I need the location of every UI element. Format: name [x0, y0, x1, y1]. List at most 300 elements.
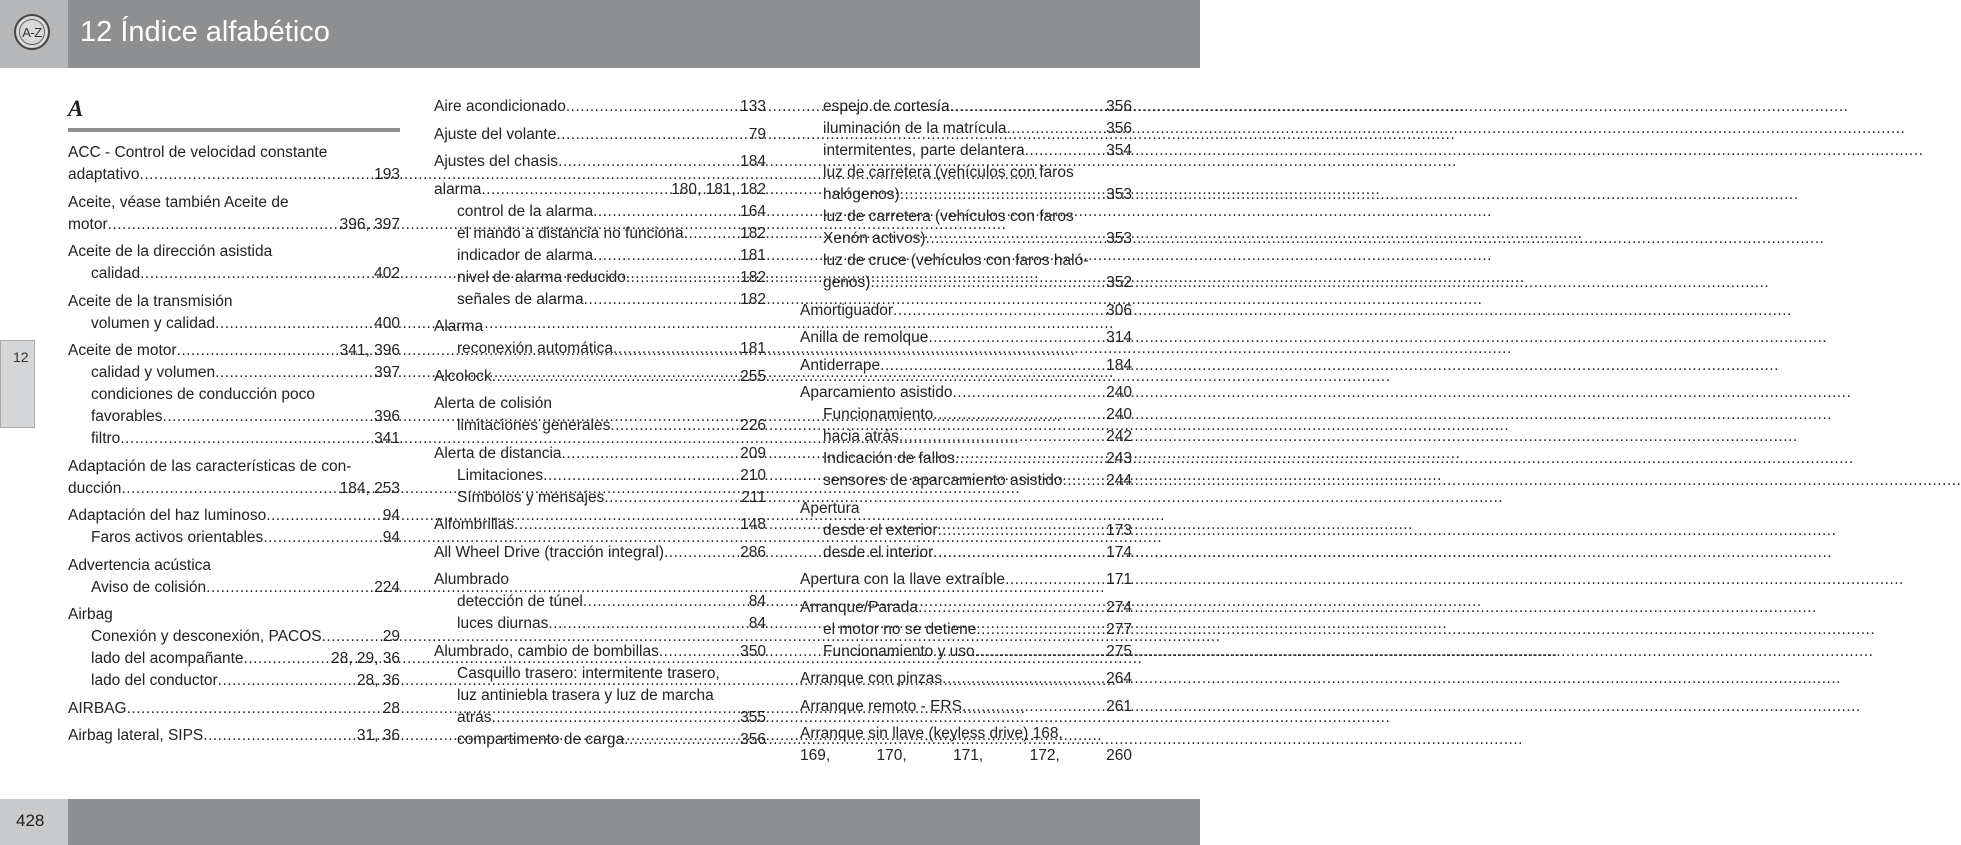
dot-leader — [624, 729, 734, 751]
dot-leader — [215, 313, 368, 335]
index-entry — [68, 241, 400, 285]
dot-leader — [962, 696, 1100, 718]
index-line — [434, 151, 766, 173]
page-ref: 29 — [382, 628, 400, 645]
page-ref: 341, 396 — [339, 342, 400, 359]
entry-term: Funcionamiento — [823, 406, 934, 423]
index-subentry — [434, 415, 766, 437]
dot-leader — [933, 542, 1100, 564]
index-entry — [434, 96, 766, 118]
dot-leader — [206, 577, 368, 599]
index-subentry — [434, 289, 766, 311]
index-entry — [68, 340, 400, 450]
index-entry — [68, 192, 400, 236]
page-ref: 226 — [740, 417, 766, 434]
dot-leader — [593, 201, 734, 223]
page-ref: 181 — [740, 246, 766, 264]
index-line — [68, 192, 400, 214]
entry-term: Apertura — [800, 499, 860, 517]
index-line — [68, 456, 400, 478]
dot-leader — [203, 725, 351, 747]
index-entry — [68, 725, 400, 747]
page-ref: 264 — [1106, 670, 1132, 687]
index-line — [434, 96, 766, 118]
dot-leader — [953, 382, 1101, 404]
index-entry — [800, 668, 1132, 690]
entry-term: el mando a distancia no funciona — [457, 224, 684, 242]
dot-leader — [127, 698, 377, 720]
index-line — [434, 542, 766, 564]
page-ref: 170, — [876, 747, 907, 764]
index-entry — [434, 151, 766, 173]
index-entry — [434, 542, 766, 564]
index-line — [800, 327, 1132, 349]
index-entry — [68, 456, 400, 500]
index-subentry — [68, 362, 400, 384]
page-title: 12 Índice alfabético — [80, 16, 330, 48]
entry-term: Amortiguador — [800, 301, 894, 319]
entry-term: reconexión automática — [457, 340, 613, 357]
entry-term: Alfombrillas — [434, 516, 515, 533]
page-ref: 182 — [740, 290, 766, 308]
page-ref: 173 — [1106, 521, 1132, 539]
page-ref: 356 — [740, 730, 766, 748]
page-ref: 94 — [382, 529, 400, 546]
page-ref: 255 — [740, 367, 766, 385]
entry-term: AIRBAG — [68, 699, 127, 717]
entry-term: Xenón activos) — [823, 230, 926, 247]
entry-term: Símbolos y mensajes — [457, 488, 605, 506]
entry-term: Ajustes del chasis — [434, 153, 559, 170]
dot-leader — [684, 223, 734, 245]
index-entry — [68, 142, 400, 186]
index-subentry — [800, 118, 1132, 140]
page-ref: 148 — [740, 516, 766, 533]
index-entry — [434, 514, 766, 536]
dot-leader — [244, 648, 326, 670]
entry-term: alarma — [434, 180, 482, 198]
page-ref: 341 — [374, 430, 400, 447]
entry-term: Arranque/Parada — [800, 598, 919, 616]
entry-term: el motor no se detiene — [823, 620, 977, 638]
index-line — [68, 142, 400, 164]
dot-leader — [593, 245, 734, 267]
entry-term: Limitaciones — [457, 466, 544, 484]
index-column-3 — [800, 96, 1132, 773]
index-entry — [800, 597, 1132, 663]
index-subentry — [434, 663, 766, 685]
entry-term: Adaptación del haz luminoso — [68, 507, 267, 524]
page-ref: 243 — [1106, 450, 1132, 467]
entry-term: Apertura con la llave extraíble — [800, 571, 1006, 588]
index-entry — [800, 96, 1132, 294]
page-ref: 354 — [1106, 142, 1132, 159]
entry-term: Funcionamiento y uso — [823, 642, 975, 660]
entry-term: calidad — [91, 265, 141, 282]
entry-term: All Wheel Drive (tracción integral) — [434, 543, 664, 561]
page-footer — [0, 799, 1200, 845]
index-line — [434, 316, 766, 338]
index-line — [800, 668, 1132, 690]
page-ref: 184 — [740, 153, 766, 170]
entry-term: volumen y calidad — [91, 314, 216, 332]
dot-leader — [108, 214, 334, 236]
index-subentry — [434, 338, 766, 360]
dot-leader — [1007, 118, 1101, 140]
page-ref: 181 — [740, 340, 766, 357]
entry-term: Alcolock — [434, 367, 492, 385]
entry-term: Aceite de motor — [68, 342, 177, 359]
index-subentry — [800, 426, 1132, 448]
dot-leader — [870, 272, 1100, 294]
entry-term: calidad y volumen — [91, 364, 216, 381]
dot-leader — [163, 406, 369, 428]
page-ref: 84 — [748, 615, 766, 632]
index-subentry — [68, 313, 400, 335]
entry-term: Airbag — [68, 606, 113, 623]
dot-leader — [942, 668, 1100, 690]
index-entry — [800, 300, 1132, 322]
index-subentry — [68, 626, 400, 648]
entry-term: Advertencia acústica — [68, 556, 212, 574]
page-ref: 240 — [1106, 384, 1132, 401]
dot-leader — [926, 228, 1101, 250]
entry-term: genos) — [823, 274, 871, 291]
index-subentry — [68, 527, 400, 549]
page-ref: 169, — [800, 747, 831, 764]
index-entry — [68, 698, 400, 720]
page-ref: 355 — [740, 708, 766, 726]
entry-term: lado del acompañante — [91, 650, 244, 667]
index-subentry — [800, 140, 1132, 162]
dot-leader — [177, 340, 334, 362]
dot-leader — [218, 670, 351, 692]
entry-term: Alerta de distancia — [434, 444, 562, 462]
dot-leader — [556, 124, 742, 146]
entry-term: Indicación de fallos — [823, 450, 955, 467]
index-entry — [68, 291, 400, 335]
page-ref: 172, — [1029, 747, 1060, 764]
dot-leader — [120, 428, 368, 450]
index-entry — [68, 555, 400, 599]
entry-term: nivel de alarma reducido — [457, 268, 626, 286]
index-subentry — [68, 648, 400, 670]
entry-term: espejo de cortesía — [823, 98, 950, 115]
index-line — [800, 355, 1132, 377]
entry-term: Arranque remoto - ERS — [800, 697, 962, 715]
entry-term: luz antiniebla trasera y luz de marcha — [457, 686, 714, 704]
entry-term: Alumbrado — [434, 571, 509, 588]
page-ref: 350 — [740, 642, 766, 660]
index-entry — [800, 569, 1132, 591]
page-ref: 211 — [741, 488, 766, 506]
entry-term: Antiderrape — [800, 356, 881, 374]
dot-leader — [950, 96, 1100, 118]
index-line — [800, 382, 1132, 404]
index-line — [68, 241, 400, 263]
index-line — [800, 723, 1132, 745]
page-ref: 244 — [1106, 472, 1132, 489]
header-badge-area — [0, 0, 68, 68]
entry-term: adaptativo — [68, 166, 140, 183]
index-subentry — [800, 96, 1132, 118]
section-letter: A — [68, 96, 84, 121]
index-entry — [800, 498, 1132, 564]
index-line — [800, 696, 1132, 718]
index-subentry — [800, 470, 1132, 492]
dot-leader — [558, 151, 734, 173]
dot-leader — [900, 184, 1100, 206]
entry-term: Aceite de la transmisión — [68, 292, 233, 310]
entry-term: Casquillo trasero: intermitente trasero, — [457, 664, 720, 682]
page-ref: 184 — [1106, 356, 1132, 374]
index-line — [800, 300, 1132, 322]
index-line — [434, 124, 766, 146]
dot-leader — [492, 366, 734, 388]
dot-leader — [543, 465, 734, 487]
page-ref: 210 — [740, 466, 766, 484]
chapter-side-tab — [0, 340, 35, 428]
page-ref: 277 — [1106, 620, 1132, 638]
index-line — [68, 164, 400, 186]
index-subentry — [434, 223, 766, 245]
entry-term: Alumbrado, cambio de bombillas — [434, 642, 659, 660]
entry-term: Arranque sin llave (keyless drive) 168, — [800, 725, 1063, 742]
entry-term: indicador de alarma — [457, 246, 594, 264]
dot-leader — [604, 487, 735, 509]
entry-term: Conexión y desconexión, PACOS — [91, 628, 322, 645]
index-entry — [434, 641, 766, 751]
index-subentry — [800, 520, 1132, 542]
entry-term: Aire acondicionado — [434, 98, 566, 115]
page-ref: 400 — [374, 314, 400, 332]
entry-term: compartimento de carga — [457, 730, 625, 748]
index-subentry — [800, 404, 1132, 426]
page-ref: 240 — [1106, 406, 1132, 423]
dot-leader — [610, 415, 734, 437]
entry-term: Alarma — [434, 318, 484, 335]
entry-term: limitaciones generales — [457, 417, 611, 434]
page-ref: 209 — [740, 444, 766, 462]
entry-term: atrás — [457, 708, 492, 726]
index-subentry — [800, 206, 1132, 228]
index-subentry — [434, 707, 766, 729]
entry-term: Airbag lateral, SIPS — [68, 727, 204, 744]
index-entry — [800, 382, 1132, 492]
page-ref: 224 — [374, 578, 400, 596]
page-ref: 133 — [740, 98, 766, 115]
dot-leader — [514, 514, 734, 536]
page-ref: 286 — [740, 543, 766, 561]
entry-term: luz de carretera (vehículos con faros — [823, 164, 1074, 181]
entry-term: luz de carretera (vehículos con faros — [823, 208, 1074, 225]
dot-leader — [880, 355, 1100, 377]
index-subentry — [434, 465, 766, 487]
page-ref: 28, 29, 36 — [331, 650, 400, 667]
index-line — [68, 555, 400, 577]
dot-leader — [893, 300, 1100, 322]
dot-leader — [918, 597, 1100, 619]
index-subentry — [68, 577, 400, 599]
entry-term: Faros activos orientables — [91, 529, 264, 546]
dot-leader — [481, 179, 665, 201]
entry-term: Anilla de remolque — [800, 329, 929, 346]
dot-leader — [266, 505, 377, 527]
chapter-header — [0, 0, 1200, 68]
dot-leader — [613, 338, 734, 360]
entry-term: luces diurnas — [457, 615, 549, 632]
index-line — [434, 393, 766, 415]
index-subentry — [434, 613, 766, 635]
page-ref: 184, 253 — [339, 479, 400, 497]
index-subentry — [434, 487, 766, 509]
page-ref: 260 — [1106, 747, 1132, 764]
footer-page-area — [0, 799, 68, 845]
entry-term: intermitentes, parte delantera — [823, 142, 1025, 159]
index-line — [434, 514, 766, 536]
entry-term: desde el exterior — [823, 521, 938, 539]
index-subentry — [800, 228, 1132, 250]
index-subentry — [68, 670, 400, 692]
dot-leader — [955, 448, 1100, 470]
page-ref: 353 — [1106, 186, 1132, 203]
page-number: 428 — [16, 811, 45, 830]
entry-term: control de la alarma — [457, 202, 594, 220]
index-entry — [434, 393, 766, 437]
index-entry — [800, 355, 1132, 377]
dot-leader — [899, 426, 1100, 448]
index-line — [68, 505, 400, 527]
index-line — [800, 569, 1132, 591]
dot-leader — [1005, 569, 1100, 591]
page-ref: 275 — [1106, 642, 1132, 660]
page-ref: 28 — [382, 699, 400, 717]
entry-term: detección de túnel — [457, 593, 583, 610]
dot-leader — [583, 591, 743, 613]
dot-leader — [322, 626, 377, 648]
page-ref: 353 — [1106, 230, 1132, 247]
index-line — [434, 641, 766, 663]
index-subentry — [434, 685, 766, 707]
entry-term: Ajuste del volante — [434, 125, 557, 143]
page-ref: 84 — [748, 593, 766, 610]
index-subentry — [800, 250, 1132, 272]
index-subentry — [800, 641, 1132, 663]
dot-leader — [140, 164, 369, 186]
page-ref: 306 — [1106, 301, 1132, 319]
page-ref: 180, 181, 182 — [671, 180, 766, 198]
entry-term: motor — [68, 215, 108, 233]
entry-term: hacia atrás — [823, 428, 899, 445]
index-line — [800, 498, 1132, 520]
dot-leader — [664, 542, 734, 564]
a-z-index-icon: A-Z — [14, 14, 50, 50]
dot-leader — [976, 619, 1100, 641]
index-line — [68, 291, 400, 313]
index-entry — [434, 443, 766, 509]
dot-leader — [659, 641, 734, 663]
page-ref: 171, — [953, 747, 984, 764]
page-ref: 274 — [1106, 598, 1132, 616]
entry-term: desde el interior — [823, 543, 934, 561]
index-subentry — [68, 384, 400, 406]
page-ref: 261 — [1106, 697, 1132, 715]
entry-term: lado del conductor — [91, 672, 218, 689]
index-subentry — [800, 184, 1132, 206]
page-ref: 94 — [382, 507, 400, 524]
entry-term: condiciones de conducción poco — [91, 386, 316, 403]
entry-term: luz de cruce (vehículos con faros haló- — [823, 252, 1089, 269]
page-ref: 164 — [740, 202, 766, 220]
entry-term: filtro — [91, 430, 121, 447]
index-subentry — [800, 542, 1132, 564]
index-subentry — [800, 448, 1132, 470]
index-entry — [434, 179, 766, 311]
entry-term: señales de alarma — [457, 290, 584, 308]
index-entry — [434, 316, 766, 360]
entry-term: Aparcamiento asistido — [800, 384, 953, 401]
index-entry — [800, 723, 1132, 767]
entry-term: Adaptación de las características de con- — [68, 457, 352, 475]
entry-term: Arranque con pinzas — [800, 670, 943, 687]
dot-leader — [1025, 140, 1101, 162]
dot-leader — [1063, 470, 1101, 492]
index-entry — [434, 366, 766, 388]
page-ref: 242 — [1106, 428, 1132, 445]
entry-term: ducción — [68, 479, 122, 497]
index-entry — [68, 604, 400, 692]
page-ref: 396 — [374, 408, 400, 425]
page-ref: 356 — [1106, 120, 1132, 137]
dot-leader — [584, 289, 734, 311]
index-entry — [800, 327, 1132, 349]
index-subentry — [68, 428, 400, 450]
index-entry — [68, 505, 400, 549]
index-column-1 — [68, 96, 400, 753]
index-entry — [800, 696, 1132, 718]
index-subentry — [800, 619, 1132, 641]
entry-term: Aceite de la dirección asistida — [68, 243, 273, 260]
chapter-tab-number: 12 — [13, 349, 29, 365]
index-line — [68, 725, 400, 747]
dot-leader — [933, 404, 1100, 426]
page-ref: 182 — [740, 268, 766, 286]
dot-leader — [215, 362, 368, 384]
entry-term: Aceite, véase también Aceite de — [68, 193, 289, 211]
page-ref: 182 — [740, 224, 766, 242]
dot-leader — [140, 263, 368, 285]
dot-leader — [938, 520, 1101, 542]
index-subentry — [434, 245, 766, 267]
index-line — [434, 569, 766, 591]
index-line — [68, 478, 400, 500]
dot-leader — [491, 707, 734, 729]
index-entry — [434, 124, 766, 146]
dot-leader — [562, 443, 735, 465]
dot-leader — [566, 96, 734, 118]
dot-leader — [121, 478, 333, 500]
index-subentry — [434, 201, 766, 223]
index-line — [800, 597, 1132, 619]
index-subentry — [434, 267, 766, 289]
index-subentry — [68, 406, 400, 428]
index-line — [68, 604, 400, 626]
page-ref: 356 — [1106, 98, 1132, 115]
index-subentry — [434, 591, 766, 613]
entry-term: Alerta de colisión — [434, 395, 553, 412]
index-column-2 — [434, 96, 766, 756]
page-ref: 352 — [1106, 274, 1132, 291]
